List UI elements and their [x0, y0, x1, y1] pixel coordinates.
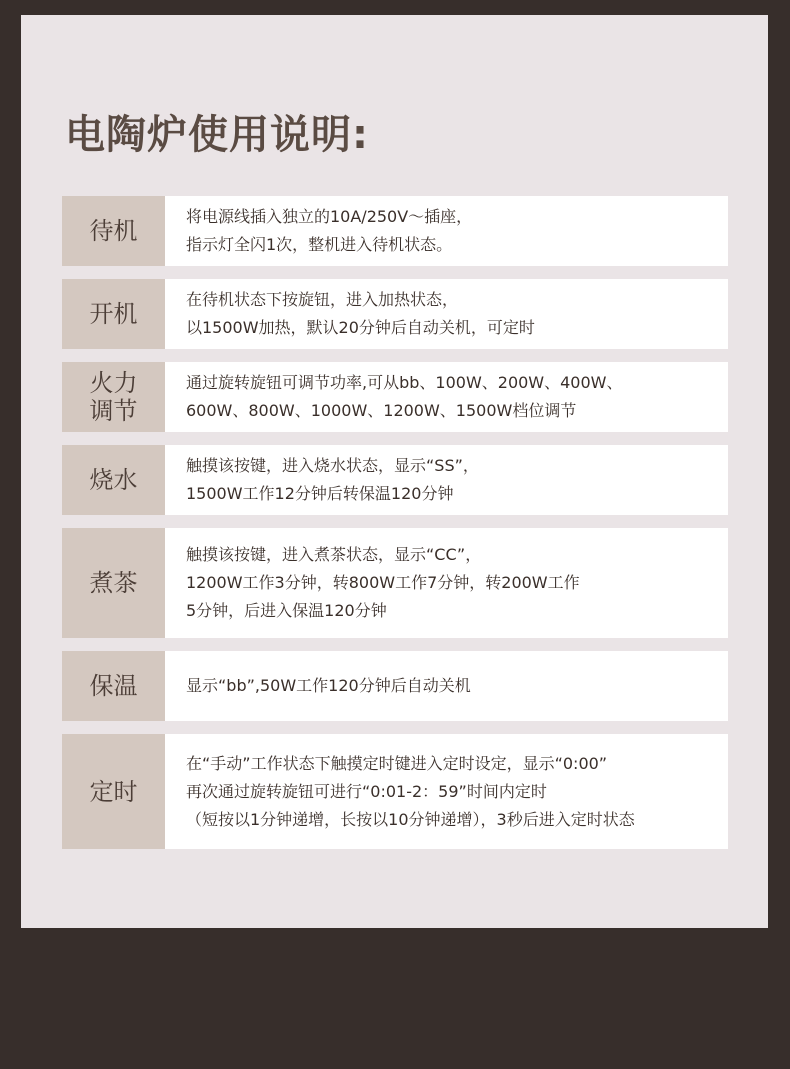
description-line: 1500W工作12分钟后转保温120分钟: [186, 484, 454, 503]
description-line: 5分钟，后进入保温120分钟: [186, 601, 387, 620]
row-label: 火力 调节: [62, 362, 165, 432]
row-heat-adjust: [62, 362, 728, 432]
description-line: 在待机状态下按旋钮，进入加热状态，: [186, 290, 459, 309]
row-label: 烧水: [62, 445, 165, 515]
row-brew-tea: [62, 528, 728, 638]
instruction-card: [21, 15, 768, 928]
description-line: （短按以1分钟递增，长按以10分钟递增），3秒后进入定时状态: [186, 809, 635, 829]
description-line: 在“手动”工作状态下触摸定时键进入定时设定，显示“0:00”: [186, 753, 608, 773]
page-title: 电陶炉使用说明:: [65, 112, 369, 158]
row-description: [165, 734, 728, 849]
row-label: 定时: [62, 734, 165, 849]
row-description: [165, 362, 728, 432]
row-description: [165, 651, 728, 721]
description-line: 1200W工作3分钟，转800W工作7分钟，转200W工作: [186, 573, 580, 592]
description-line: 指示灯全闪1次，整机进入待机状态。: [186, 235, 453, 254]
row-boil-water: [62, 445, 728, 515]
row-power-on: [62, 279, 728, 349]
row-timer: [62, 734, 728, 849]
row-standby: [62, 196, 728, 266]
description-line: 将电源线插入独立的10A/250V～插座，: [186, 207, 473, 226]
description-line: 600W、800W、1000W、1200W、1500W档位调节: [186, 401, 577, 420]
row-description: [165, 279, 728, 349]
description-line: 再次通过旋转旋钮可进行“0:01-2：59”时间内定时: [186, 781, 547, 801]
row-label: 开机: [62, 279, 165, 349]
description-line: 触摸该按键，进入烧水状态，显示“SS”，: [186, 456, 479, 475]
row-description: [165, 528, 728, 638]
description-line: 显示“bb”,50W工作120分钟后自动关机: [186, 676, 471, 695]
description-line: 触摸该按键，进入煮茶状态，显示“CC”，: [186, 545, 482, 564]
row-label: 保温: [62, 651, 165, 721]
row-label: 待机: [62, 196, 165, 266]
description-line: 以1500W加热，默认20分钟后自动关机，可定时: [186, 318, 535, 337]
row-keep-warm: [62, 651, 728, 721]
row-description: [165, 445, 728, 515]
row-description: [165, 196, 728, 266]
row-label: 煮茶: [62, 528, 165, 638]
description-line: 通过旋转旋钮可调节功率,可从bb、100W、200W、400W、: [186, 373, 623, 392]
